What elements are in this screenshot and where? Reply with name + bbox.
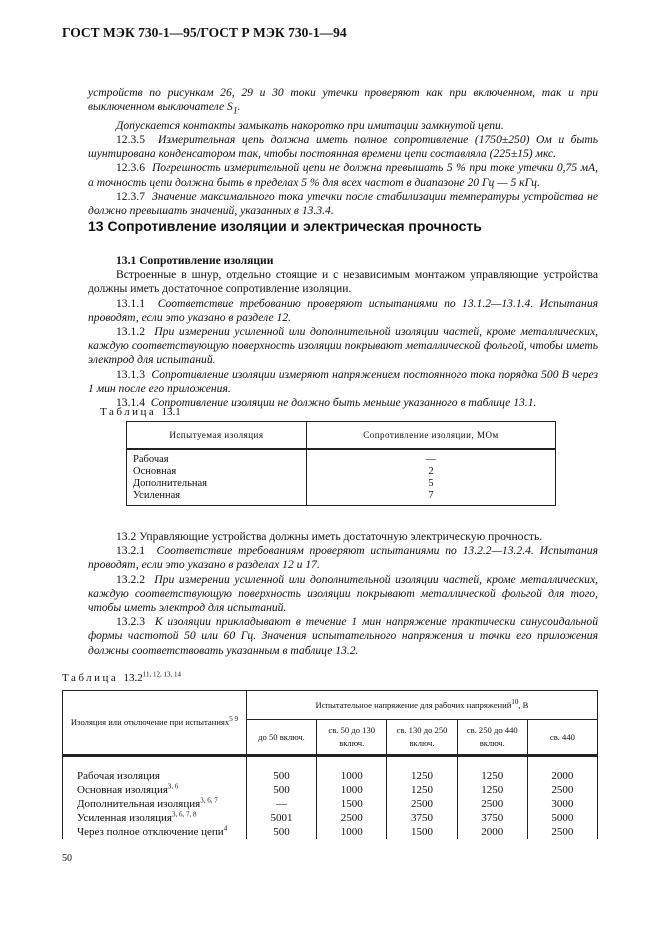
voltage-cell: 2500 <box>387 797 457 811</box>
item-text: Соответствие требованиям проверяют испытаниями по 13.2.2—13.2.4. Испытания проводят, если это указано в разделах 12 и 17. <box>88 544 598 572</box>
page-number: 50 <box>62 853 72 864</box>
row-header <box>63 691 247 756</box>
row-label <box>63 797 247 811</box>
table-row <box>127 478 556 490</box>
subscript: 1 <box>232 105 238 117</box>
table-row <box>127 490 556 506</box>
text: Усиленная изоляция <box>77 812 172 824</box>
voltage-cell: 5001 <box>246 811 316 825</box>
text: Испытательное напряжение для рабочих напряжений <box>315 699 512 710</box>
voltage-cell: 2500 <box>527 783 597 797</box>
item-text: При измерении усиленной или дополнительной изоляции частей, кроме металлических, каждую соответствующую поверхность изоляции покрывают металлической фольгой для того, чтобы иметь электрод для испытаний. <box>88 572 599 615</box>
voltage-cell: 500 <box>246 756 316 784</box>
voltage-cell: 2500 <box>457 797 527 811</box>
voltage-cell: 1250 <box>387 756 457 784</box>
voltage-cell: — <box>246 797 316 811</box>
text: . <box>237 100 241 114</box>
row-label <box>63 783 247 797</box>
caption-label: Таблица <box>100 406 157 418</box>
voltage-cell: 1000 <box>317 825 387 839</box>
row-label <box>63 811 247 825</box>
voltage-cell: 5000 <box>527 811 597 825</box>
column-header: Сопротивление изоляции, МОм <box>306 422 555 450</box>
row-label <box>63 756 247 784</box>
cell-insulation: Усиленная <box>127 490 307 506</box>
cell-insulation: Дополнительная <box>127 478 307 490</box>
subsection-title: 13.1 Сопротивление изоляции <box>116 254 274 267</box>
row-label <box>63 825 247 839</box>
item-number: 12.3.7 <box>116 189 145 203</box>
numbered-paragraph <box>88 161 598 189</box>
item-text: Значение максимального тока утечки после стабилизации температуры устройства не должно превышать значений, указанных в 13.3.4. <box>88 189 599 217</box>
paragraph: Допускается контакты замыкать накоротко при имитации замкнутой цепи. <box>116 118 504 132</box>
paragraph <box>88 86 598 119</box>
voltage-cell: 3750 <box>387 811 457 825</box>
voltage-cell: 2000 <box>457 825 527 839</box>
item-text: Измерительная цепь должна иметь полное сопротивление (1750±250) Ом и быть шунтирована конденсатором так, чтобы постоянная времени цепи составляла (225±15) мкс. <box>88 132 599 161</box>
caption-number: 13.2 <box>123 672 143 684</box>
numbered-paragraph <box>88 544 598 572</box>
text: устройств по рисункам 26, 29 и 30 токи утечки проверяют как при включенном, так и при выключенном выключателе S <box>88 86 598 114</box>
cell-resistance: 2 <box>306 466 555 478</box>
text: Изоляция или отключение при испытаниях <box>70 717 230 727</box>
item-text: Соответствие требованию проверяют испытаниями по 13.1.2—13.1.4. Испытания проводят, если это указано в разделе 12. <box>88 296 599 324</box>
voltage-cell: 2000 <box>527 756 597 784</box>
table-row <box>63 811 598 825</box>
table-row <box>63 825 598 839</box>
voltage-cell: 2500 <box>317 811 387 825</box>
table-13-2 <box>62 690 598 839</box>
table-13-1 <box>126 421 556 506</box>
voltage-cell: 1500 <box>387 825 457 839</box>
footnote-ref: 10 <box>511 697 519 706</box>
column-header: св. 250 до 440 включ. <box>457 720 527 756</box>
item-text: Погрешность измерительной цепи не должна превышать 5 % при токе утечки 0,75 мА, а точность цепи должна быть в пределах 5 % для всех частот в диапазоне 20 Гц — 5 кГц. <box>88 161 598 189</box>
cell-resistance: — <box>306 449 555 466</box>
table-caption <box>62 671 181 685</box>
item-number: 13.1.1 <box>116 296 145 310</box>
voltage-cell: 500 <box>246 825 316 839</box>
table-row <box>63 783 598 797</box>
item-number: 13.2.2 <box>116 572 145 586</box>
paragraph: Встроенные в шнур, отдельно стоящие и с независимым монтажом управляющие устройства должны иметь достаточное сопротивление изоляции. <box>88 268 598 296</box>
section-13-2 <box>88 530 598 658</box>
item-number: 13.2 <box>116 530 137 543</box>
column-header: до 50 включ. <box>246 720 316 756</box>
numbered-paragraph <box>88 325 598 368</box>
column-header: Испытуемая изоляция <box>127 422 307 450</box>
table-row <box>127 466 556 478</box>
item-number: 13.1.2 <box>116 325 145 339</box>
item-number: 12.3.5 <box>116 132 145 146</box>
table-row <box>63 797 598 811</box>
voltage-cell: 2500 <box>527 825 597 839</box>
cell-insulation: Рабочая <box>127 449 307 466</box>
item-text: К изоляции прикладывают в течение 1 мин напряжение практически синусоидальной формы частотой 50 или 60 Гц. Значения испытательного напряжения и точки его приложения должны соответствовать указанным в таблице 13.2. <box>88 615 599 657</box>
voltage-cell: 3000 <box>527 797 597 811</box>
section-title: 13 Сопротивление изоляции и электрическая прочность <box>88 218 482 234</box>
cell-resistance: 7 <box>306 490 555 506</box>
voltage-cell: 1250 <box>457 756 527 784</box>
voltage-cell: 1000 <box>317 756 387 784</box>
cell-insulation: Основная <box>127 466 307 478</box>
footnote-ref: 3, 6, 7, 8 <box>171 810 197 819</box>
paragraph <box>88 530 598 544</box>
column-header: св. 130 до 250 включ. <box>387 720 457 756</box>
item-number: 12.3.6 <box>116 161 145 175</box>
item-number: 13.2.3 <box>116 615 145 629</box>
voltage-cell: 1000 <box>317 783 387 797</box>
table-row <box>127 449 556 466</box>
numbered-paragraph <box>88 297 598 325</box>
table-row <box>63 756 598 784</box>
footnote-ref: 3, 6, 7 <box>200 796 218 805</box>
numbered-paragraph <box>88 190 598 218</box>
footnote-ref: 3, 6 <box>167 782 179 791</box>
text: , В <box>518 699 529 710</box>
group-header <box>246 691 597 720</box>
text: Основная изоляция <box>77 784 168 796</box>
voltage-cell: 1500 <box>317 797 387 811</box>
intro-block <box>88 86 598 218</box>
item-text: При измерении усиленной или дополнительной изоляции частей, кроме металлических, каждую соответствующую поверхность изоляции покрывают металлической фольгой, чтобы иметь электрод для испытаний. <box>88 325 599 367</box>
text: Рабочая изоляция <box>77 770 160 782</box>
item-text: Сопротивление изоляции измеряют напряжением постоянного тока порядка 500 В через 1 мин после его приложения. <box>88 367 599 395</box>
numbered-paragraph <box>88 615 598 658</box>
item-number: 13.2.1 <box>116 544 145 558</box>
text: Дополнительная изоляция <box>77 798 201 810</box>
voltage-cell: 1250 <box>457 783 527 797</box>
cell-resistance: 5 <box>306 478 555 490</box>
caption-number: 13.1 <box>161 406 181 418</box>
text: Управляющие устройства должны иметь достаточную электрическую прочность. <box>139 530 543 543</box>
numbered-paragraph <box>88 573 598 616</box>
text: Через полное отключение цепи <box>77 826 224 838</box>
item-number: 13.1.3 <box>116 367 145 381</box>
caption-label: Таблица <box>62 672 119 684</box>
item-text: Сопротивление изоляции не должно быть меньше указанного в таблице 13.1. <box>150 396 537 410</box>
document-header: ГОСТ МЭК 730-1—95/ГОСТ Р МЭК 730-1—94 <box>62 25 347 40</box>
footnote-ref: 4 <box>223 824 228 833</box>
voltage-cell: 1250 <box>387 783 457 797</box>
numbered-paragraph <box>88 368 598 396</box>
voltage-cell: 500 <box>246 783 316 797</box>
column-header: св. 440 <box>527 720 597 756</box>
table-caption <box>100 405 181 419</box>
item-number: 13.1.4 <box>116 396 145 410</box>
footnote-ref: 11, 12, 13, 14 <box>142 670 182 679</box>
voltage-cell: 3750 <box>457 811 527 825</box>
numbered-paragraph <box>88 133 598 161</box>
column-header: св. 50 до 130 включ. <box>317 720 387 756</box>
section-13-1 <box>88 254 598 410</box>
footnote-ref: 5 9 <box>229 715 238 724</box>
